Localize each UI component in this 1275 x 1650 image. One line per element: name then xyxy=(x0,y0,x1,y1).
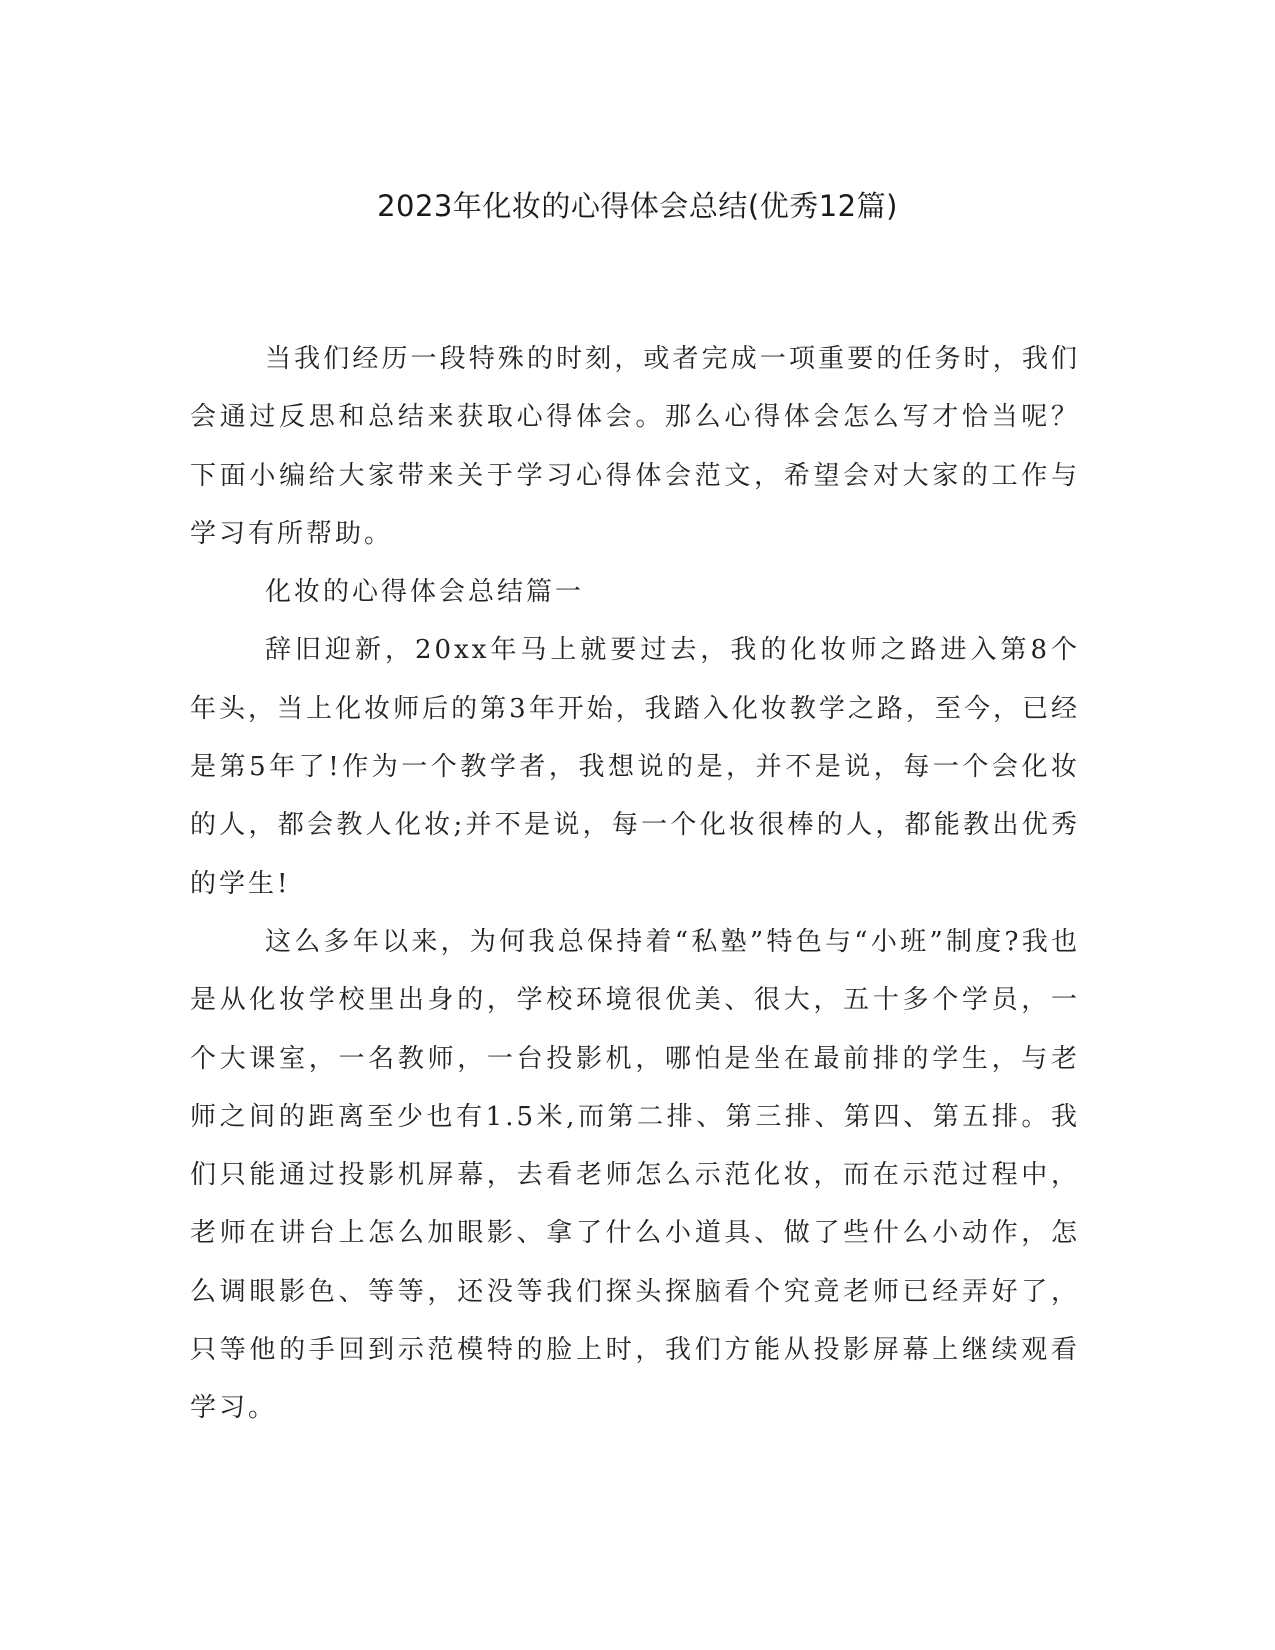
document-body xyxy=(190,330,1080,1438)
section-heading: 化妆的心得体会总结篇一 xyxy=(265,577,585,608)
body-paragraph: 辞旧迎新，20xx年马上就要过去，我的化妆师之路进入第8个年头，当上化妆师后的第3年开始，我踏入化妆教学之路，至今，已经是第5年了!作为一个教学者，我想说的是，并不是说，每一个会化妆的人，都会教人化妆;并不是说，每一个化妆很棒的人，都能教出优秀的学生! xyxy=(190,635,1080,899)
body-paragraph: 这么多年以来，为何我总保持着“私塾”特色与“小班”制度?我也是从化妆学校里出身的，学校环境很优美、很大，五十多个学员，一个大课室，一名教师，一台投影机，哪怕是坐在最前排的学生，与老师之间的距离至少也有1.5米,而第二排、第三排、第四、第五排。我们只能通过投影机屏幕，去看老师怎么示范化妆，而在示范过程中，老师在讲台上怎么加眼影、拿了什么小道具、做了些什么小动作，怎么调眼影色、等等，还没等我们探头探脑看个究竟老师已经弄好了，只等他的手回到示范模特的脸上时，我们方能从投影屏幕上继续观看学习。 xyxy=(190,926,1080,1424)
intro-paragraph: 当我们经历一段特殊的时刻，或者完成一项重要的任务时，我们会通过反思和总结来获取心得体会。那么心得体会怎么写才恰当呢？下面小编给大家带来关于学习心得体会范文，希望会对大家的工作与学习有所帮助。 xyxy=(190,344,1080,549)
document-title: 2023年化妆的心得体会总结(优秀12篇) xyxy=(377,189,898,223)
